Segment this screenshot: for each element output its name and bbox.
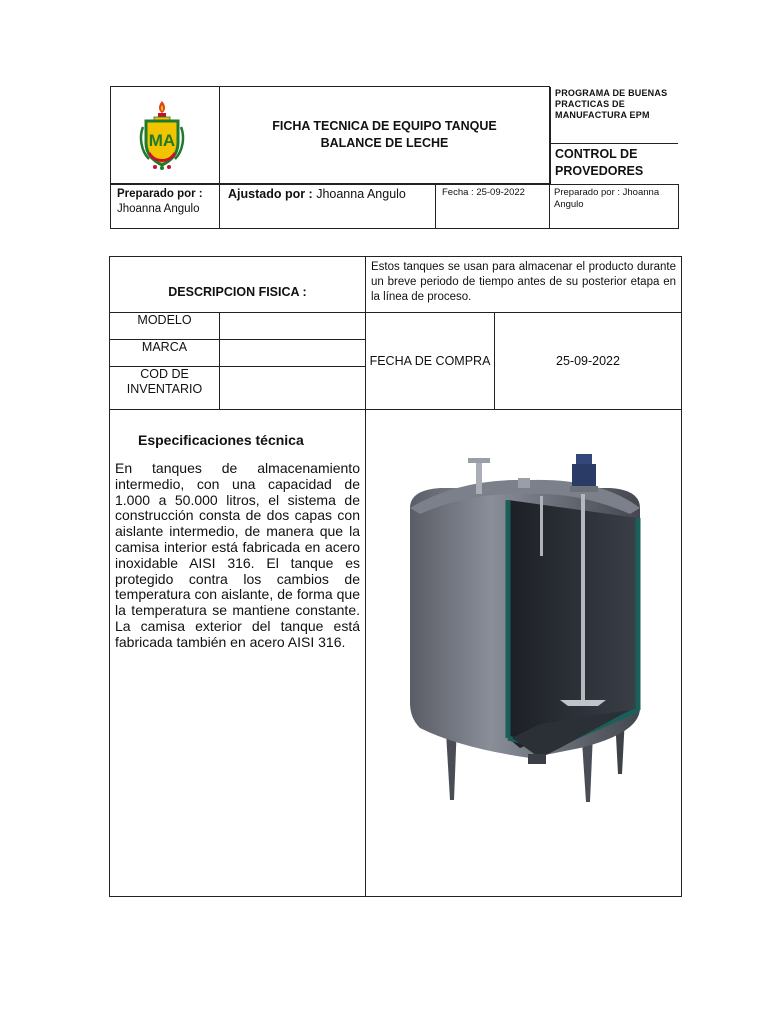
physical-description-text: Estos tanques se usan para almacenar el producto durante un breve periodo de tiempo antes de su posterior etapa en la línea de proceso. xyxy=(366,257,682,313)
physical-description-label: DESCRIPCION FISICA : xyxy=(110,257,366,313)
right-header-stack xyxy=(550,87,679,184)
stainless-steel-tank-cutaway-image xyxy=(400,448,650,818)
purchase-date-value: 25-09-2022 xyxy=(495,313,682,410)
prepared-by-2: Preparado por : Jhoanna Angulo xyxy=(550,185,679,229)
control-label: CONTROL DE PROVEDORES xyxy=(551,144,679,184)
model-value xyxy=(220,313,366,340)
title-line-2: BALANCE DE LECHE xyxy=(320,136,449,150)
brand-label: MARCA xyxy=(110,340,220,367)
prepared-by-cell xyxy=(111,185,220,229)
specifications-cell xyxy=(110,410,366,897)
program-name: PROGRAMA DE BUENAS PRACTICAS DE MANUFACTURA EPM xyxy=(551,87,679,144)
svg-text:MA: MA xyxy=(148,131,176,150)
model-label: MODELO xyxy=(110,313,220,340)
institution-crest-logo xyxy=(137,99,187,171)
adjusted-by-label: Ajustado por : xyxy=(228,187,313,201)
adjusted-by-name: Jhoanna Angulo xyxy=(316,187,406,201)
date-label: Fecha : xyxy=(442,187,474,198)
inventory-code-label: COD DE INVENTARIO xyxy=(110,367,220,410)
prepared-by-label: Preparado por : xyxy=(117,188,203,200)
brand-value xyxy=(220,340,366,367)
specifications-text: En tanques de almacenamiento intermedio, con una capacidad de 1.000 a 50.000 litros, el sistema de construcción consta de dos capas con aislante intermedio, de manera que la camisa interior está fabricada en acero inoxidable AISI 316. El tanque es protegido contra los cambios de temperatura con aislante, de forma que la temperatura se mantiene constante. La camisa exterior del tanque está fabricada también en acero AISI 316. xyxy=(115,460,360,650)
title-line-1: FICHA TECNICA DE EQUIPO TANQUE xyxy=(272,119,497,133)
main-table xyxy=(109,256,682,897)
logo-cell xyxy=(111,87,220,184)
date-value: 25-09-2022 xyxy=(476,187,525,198)
inventory-code-value xyxy=(220,367,366,410)
specifications-title: Especificaciones técnica xyxy=(138,432,304,448)
prepared-by-name: Jhoanna Angulo xyxy=(117,203,200,215)
header-info-row xyxy=(110,184,679,229)
purchase-date-label: FECHA DE COMPRA xyxy=(366,313,495,410)
date-cell xyxy=(436,185,550,229)
header-table xyxy=(110,86,679,184)
adjusted-by-cell xyxy=(220,185,436,229)
tank-image-cell xyxy=(366,410,682,897)
document-title xyxy=(220,87,550,184)
